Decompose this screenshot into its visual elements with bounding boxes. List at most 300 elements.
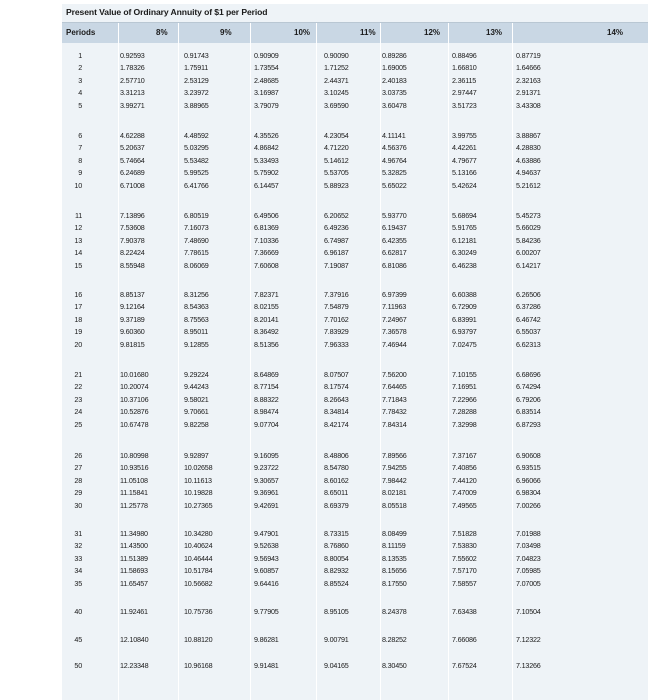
value-cell: 7.54879	[324, 302, 349, 312]
value-cell: 7.57170	[452, 566, 477, 576]
value-cell: 9.70661	[184, 407, 209, 417]
header-rate: 14%	[607, 28, 624, 37]
value-cell: 8.22424	[120, 248, 145, 258]
value-cell: 6.55037	[516, 327, 541, 337]
value-cell: 1.64666	[516, 63, 541, 73]
value-cell: 4.96764	[382, 155, 407, 165]
period-cell: 3	[78, 75, 82, 85]
period-cell: 5	[78, 100, 82, 110]
value-cell: 8.95105	[324, 607, 349, 616]
value-cell: 6.14217	[516, 260, 541, 270]
value-cell: 9.29224	[184, 370, 209, 379]
period-cell: 23	[74, 394, 82, 404]
value-cell: 0.89286	[382, 51, 407, 60]
value-cell: 8.15656	[382, 566, 407, 576]
value-cell: 5.99525	[184, 168, 209, 178]
period-cell: 9	[78, 168, 82, 178]
value-cell: 7.10155	[452, 370, 477, 379]
value-cell: 7.16951	[452, 382, 477, 392]
period-cell: 10	[74, 180, 82, 190]
value-cell: 5.13166	[452, 168, 477, 178]
value-cell: 8.28252	[382, 635, 407, 644]
value-cell: 6.93515	[516, 463, 541, 473]
value-cell: 9.42691	[254, 500, 279, 510]
value-cell: 8.76860	[324, 541, 349, 551]
value-cell: 2.44371	[324, 75, 349, 85]
value-cell: 6.12181	[452, 235, 477, 245]
value-cell: 8.02155	[254, 302, 279, 312]
value-cell: 7.28288	[452, 407, 477, 417]
value-cell: 8.85524	[324, 578, 349, 588]
period-cell: 7	[78, 143, 82, 153]
value-cell: 5.93770	[382, 211, 407, 220]
value-cell: 6.79206	[516, 394, 541, 404]
value-cell: 7.22966	[452, 394, 477, 404]
value-cell: 6.62313	[516, 339, 541, 349]
value-cell: 6.46238	[452, 260, 477, 270]
period-cell: 19	[74, 327, 82, 337]
value-cell: 8.54363	[184, 302, 209, 312]
value-cell: 1.75911	[184, 63, 209, 73]
value-cell: 8.65011	[324, 488, 349, 498]
value-cell: 5.42624	[452, 180, 477, 190]
value-cell: 7.37167	[452, 451, 477, 460]
value-cell: 5.84236	[516, 235, 541, 245]
value-cell: 12.23348	[120, 661, 149, 670]
value-cell: 5.20637	[120, 143, 145, 153]
value-cell: 7.49565	[452, 500, 477, 510]
value-cell: 9.60857	[254, 566, 279, 576]
value-cell: 6.19437	[382, 223, 407, 233]
value-cell: 1.71252	[324, 63, 349, 73]
value-cell: 4.86842	[254, 143, 279, 153]
value-cell: 6.96187	[324, 248, 349, 258]
column-divider	[178, 23, 179, 700]
value-cell: 11.43500	[120, 541, 148, 551]
value-cell: 7.00266	[516, 500, 541, 510]
value-cell: 9.04165	[324, 661, 349, 670]
value-cell: 7.36669	[254, 248, 279, 258]
value-cell: 0.90090	[324, 51, 349, 60]
header-rate: 9%	[220, 28, 232, 37]
value-cell: 4.56376	[382, 143, 407, 153]
period-cell: 4	[78, 88, 82, 98]
header-rate: 10%	[294, 28, 311, 37]
value-cell: 5.14612	[324, 155, 349, 165]
value-cell: 7.46944	[382, 339, 407, 349]
value-cell: 8.95011	[184, 327, 209, 337]
value-cell: 7.67524	[452, 661, 477, 670]
period-cell: 14	[74, 248, 82, 258]
value-cell: 10.37106	[120, 394, 149, 404]
value-cell: 9.64416	[254, 578, 279, 588]
value-cell: 5.74664	[120, 155, 145, 165]
value-cell: 8.85137	[120, 290, 145, 299]
value-cell: 9.92897	[184, 451, 209, 460]
value-cell: 5.32825	[382, 168, 407, 178]
period-cell: 12	[74, 223, 82, 233]
value-cell: 5.91765	[452, 223, 477, 233]
table-title: Present Value of Ordinary Annuity of $1 per Period	[66, 7, 268, 17]
value-cell: 6.97399	[382, 290, 407, 299]
period-cell: 34	[74, 566, 82, 576]
value-cell: 3.99755	[452, 131, 477, 140]
value-cell: 0.87719	[516, 51, 541, 60]
value-cell: 7.89566	[382, 451, 407, 460]
period-cell: 35	[74, 578, 82, 588]
value-cell: 3.23972	[184, 88, 209, 98]
value-cell: 6.93797	[452, 327, 477, 337]
period-cell: 33	[74, 553, 82, 563]
value-cell: 11.34980	[120, 529, 148, 538]
value-cell: 7.53830	[452, 541, 477, 551]
value-cell: 7.78615	[184, 248, 209, 258]
value-cell: 5.53482	[184, 155, 209, 165]
value-cell: 9.36961	[254, 488, 279, 498]
value-cell: 3.31213	[120, 88, 145, 98]
value-cell: 7.48690	[184, 235, 209, 245]
value-cell: 0.92593	[120, 51, 145, 60]
column-divider	[380, 23, 381, 700]
value-cell: 8.05518	[382, 500, 407, 510]
value-cell: 9.00791	[324, 635, 349, 644]
value-cell: 10.96168	[184, 661, 213, 670]
value-cell: 3.03735	[382, 88, 407, 98]
value-cell: 7.07005	[516, 578, 541, 588]
value-cell: 7.98442	[382, 475, 407, 485]
value-cell: 4.48592	[184, 131, 209, 140]
value-cell: 7.32998	[452, 419, 477, 429]
column-divider	[316, 23, 317, 700]
period-cell: 27	[74, 463, 82, 473]
value-cell: 7.02475	[452, 339, 477, 349]
value-cell: 8.55948	[120, 260, 145, 270]
value-cell: 4.62288	[120, 131, 145, 140]
value-cell: 9.44243	[184, 382, 209, 392]
value-cell: 7.55602	[452, 553, 477, 563]
value-cell: 6.96066	[516, 475, 541, 485]
value-cell: 5.33493	[254, 155, 279, 165]
value-cell: 5.03295	[184, 143, 209, 153]
value-cell: 2.57710	[120, 75, 145, 85]
value-cell: 11.05108	[120, 475, 148, 485]
value-cell: 7.10504	[516, 607, 541, 616]
value-cell: 7.16073	[184, 223, 209, 233]
value-cell: 7.56200	[382, 370, 407, 379]
period-cell: 2	[78, 63, 82, 73]
value-cell: 11.92461	[120, 607, 148, 616]
value-cell: 5.75902	[254, 168, 279, 178]
value-cell: 7.70162	[324, 314, 349, 324]
value-cell: 10.88120	[184, 635, 213, 644]
value-cell: 9.12164	[120, 302, 145, 312]
value-cell: 7.94255	[382, 463, 407, 473]
value-cell: 6.41766	[184, 180, 209, 190]
value-cell: 4.23054	[324, 131, 349, 140]
value-cell: 1.69005	[382, 63, 407, 73]
value-cell: 6.83991	[452, 314, 477, 324]
value-cell: 6.00207	[516, 248, 541, 258]
value-cell: 10.56682	[184, 578, 213, 588]
value-cell: 9.56943	[254, 553, 279, 563]
value-cell: 9.58021	[184, 394, 209, 404]
value-cell: 9.82258	[184, 419, 209, 429]
value-cell: 4.71220	[324, 143, 349, 153]
value-cell: 6.68696	[516, 370, 541, 379]
value-cell: 6.81086	[382, 260, 407, 270]
value-cell: 3.43308	[516, 100, 541, 110]
value-cell: 6.30249	[452, 248, 477, 258]
value-cell: 5.65022	[382, 180, 407, 190]
period-cell: 24	[74, 407, 82, 417]
value-cell: 7.64465	[382, 382, 407, 392]
column-divider	[250, 23, 251, 700]
value-cell: 11.15841	[120, 488, 148, 498]
value-cell: 10.67478	[120, 419, 149, 429]
period-cell: 21	[74, 370, 82, 379]
value-cell: 8.26643	[324, 394, 349, 404]
value-cell: 8.24378	[382, 607, 407, 616]
value-cell: 9.47901	[254, 529, 279, 538]
value-cell: 4.79677	[452, 155, 477, 165]
value-cell: 7.96333	[324, 339, 349, 349]
value-cell: 3.16987	[254, 88, 279, 98]
value-cell: 7.53608	[120, 223, 145, 233]
header-band	[62, 23, 648, 43]
value-cell: 7.58557	[452, 578, 477, 588]
period-cell: 1	[78, 51, 82, 60]
value-cell: 7.13266	[516, 661, 541, 670]
value-cell: 7.51828	[452, 529, 477, 538]
value-cell: 8.42174	[324, 419, 349, 429]
value-cell: 6.46742	[516, 314, 541, 324]
value-cell: 9.81815	[120, 339, 145, 349]
value-cell: 11.25778	[120, 500, 148, 510]
value-cell: 5.45273	[516, 211, 541, 220]
value-cell: 7.37916	[324, 290, 349, 299]
period-cell: 17	[74, 302, 82, 312]
header-rate: 12%	[424, 28, 441, 37]
period-cell: 25	[74, 419, 82, 429]
value-cell: 8.20141	[254, 314, 279, 324]
column-divider	[118, 23, 119, 700]
value-cell: 5.53705	[324, 168, 349, 178]
period-cell: 8	[78, 155, 82, 165]
value-cell: 8.51356	[254, 339, 279, 349]
value-cell: 2.36115	[452, 75, 477, 85]
value-cell: 9.23722	[254, 463, 279, 473]
value-cell: 6.74987	[324, 235, 349, 245]
value-cell: 3.88867	[516, 131, 541, 140]
header-rate: 13%	[486, 28, 503, 37]
value-cell: 6.80519	[184, 211, 209, 220]
value-cell: 2.97447	[452, 88, 477, 98]
value-cell: 9.07704	[254, 419, 279, 429]
value-cell: 11.51389	[120, 553, 148, 563]
value-cell: 11.65457	[120, 578, 148, 588]
value-cell: 9.37189	[120, 314, 145, 324]
value-cell: 3.51723	[452, 100, 477, 110]
value-cell: 8.60162	[324, 475, 349, 485]
value-cell: 7.04823	[516, 553, 541, 563]
value-cell: 6.49236	[324, 223, 349, 233]
value-cell: 9.30657	[254, 475, 279, 485]
value-cell: 6.90608	[516, 451, 541, 460]
value-cell: 4.42261	[452, 143, 477, 153]
value-cell: 10.02658	[184, 463, 213, 473]
value-cell: 10.11613	[184, 475, 212, 485]
value-cell: 9.60360	[120, 327, 145, 337]
value-cell: 8.08499	[382, 529, 407, 538]
value-cell: 8.82932	[324, 566, 349, 576]
period-cell: 15	[74, 260, 82, 270]
value-cell: 12.10840	[120, 635, 149, 644]
value-cell: 11.58693	[120, 566, 148, 576]
value-cell: 0.90909	[254, 51, 279, 60]
value-cell: 6.60388	[452, 290, 477, 299]
column-divider	[512, 23, 513, 700]
value-cell: 7.63438	[452, 607, 477, 616]
header-periods: Periods	[66, 28, 96, 37]
value-cell: 7.44120	[452, 475, 477, 485]
value-cell: 3.69590	[324, 100, 349, 110]
value-cell: 6.37286	[516, 302, 541, 312]
value-cell: 8.17574	[324, 382, 349, 392]
value-cell: 10.93516	[120, 463, 149, 473]
value-cell: 5.21612	[516, 180, 541, 190]
value-cell: 10.80998	[120, 451, 149, 460]
value-cell: 4.63886	[516, 155, 541, 165]
value-cell: 6.74294	[516, 382, 541, 392]
period-cell: 20	[74, 339, 82, 349]
period-cell: 40	[74, 607, 82, 616]
value-cell: 5.66029	[516, 223, 541, 233]
value-cell: 8.36492	[254, 327, 279, 337]
value-cell: 8.11159	[382, 541, 406, 551]
value-cell: 5.68694	[452, 211, 477, 220]
value-cell: 10.40624	[184, 541, 213, 551]
value-cell: 6.98304	[516, 488, 541, 498]
value-cell: 8.80054	[324, 553, 349, 563]
value-cell: 8.64869	[254, 370, 279, 379]
value-cell: 7.40856	[452, 463, 477, 473]
value-cell: 8.69379	[324, 500, 349, 510]
period-cell: 16	[74, 290, 82, 299]
value-cell: 4.28830	[516, 143, 541, 153]
value-cell: 3.10245	[324, 88, 349, 98]
value-cell: 8.77154	[254, 382, 279, 392]
period-cell: 29	[74, 488, 82, 498]
value-cell: 2.48685	[254, 75, 279, 85]
value-cell: 6.49506	[254, 211, 279, 220]
value-cell: 7.60608	[254, 260, 279, 270]
value-cell: 9.86281	[254, 635, 279, 644]
period-cell: 50	[74, 661, 82, 670]
value-cell: 8.30450	[382, 661, 407, 670]
value-cell: 1.78326	[120, 63, 145, 73]
column-divider	[448, 23, 449, 700]
value-cell: 0.91743	[184, 51, 209, 60]
value-cell: 7.84314	[382, 419, 407, 429]
header-rate: 11%	[360, 28, 376, 37]
period-cell: 11	[74, 211, 82, 220]
value-cell: 8.88322	[254, 394, 279, 404]
value-cell: 3.79079	[254, 100, 279, 110]
period-cell: 6	[78, 131, 82, 140]
period-cell: 18	[74, 314, 82, 324]
value-cell: 6.24689	[120, 168, 145, 178]
value-cell: 8.13535	[382, 553, 407, 563]
value-cell: 8.02181	[382, 488, 407, 498]
value-cell: 10.46444	[184, 553, 213, 563]
value-cell: 2.40183	[382, 75, 407, 85]
value-cell: 10.75736	[184, 607, 213, 616]
value-cell: 4.35526	[254, 131, 279, 140]
value-cell: 2.91371	[516, 88, 541, 98]
value-cell: 8.07507	[324, 370, 349, 379]
value-cell: 7.24967	[382, 314, 407, 324]
header-rate: 8%	[156, 28, 168, 37]
value-cell: 6.81369	[254, 223, 279, 233]
annuity-table	[62, 4, 648, 700]
value-cell: 9.91481	[254, 661, 279, 670]
value-cell: 3.60478	[382, 100, 407, 110]
value-cell: 8.06069	[184, 260, 209, 270]
value-cell: 7.82371	[254, 290, 279, 299]
value-cell: 10.19828	[184, 488, 213, 498]
value-cell: 8.31256	[184, 290, 209, 299]
period-cell: 13	[74, 235, 82, 245]
value-cell: 6.72909	[452, 302, 477, 312]
value-cell: 4.11141	[382, 131, 406, 140]
value-cell: 9.16095	[254, 451, 279, 460]
value-cell: 7.47009	[452, 488, 477, 498]
value-cell: 10.52876	[120, 407, 149, 417]
period-cell: 22	[74, 382, 82, 392]
value-cell: 8.48806	[324, 451, 349, 460]
value-cell: 7.90378	[120, 235, 145, 245]
period-cell: 30	[74, 500, 82, 510]
value-cell: 7.11963	[382, 302, 407, 312]
value-cell: 7.05985	[516, 566, 541, 576]
value-cell: 8.73315	[324, 529, 349, 538]
value-cell: 3.88965	[184, 100, 209, 110]
value-cell: 7.10336	[254, 235, 279, 245]
value-cell: 10.20074	[120, 382, 149, 392]
period-cell: 28	[74, 475, 82, 485]
value-cell: 10.27365	[184, 500, 213, 510]
value-cell: 8.17550	[382, 578, 407, 588]
value-cell: 7.36578	[382, 327, 407, 337]
value-cell: 8.75563	[184, 314, 209, 324]
value-cell: 1.73554	[254, 63, 279, 73]
value-cell: 9.12855	[184, 339, 209, 349]
value-cell: 6.71008	[120, 180, 145, 190]
value-cell: 8.34814	[324, 407, 349, 417]
value-cell: 1.66810	[452, 63, 477, 73]
value-cell: 3.99271	[120, 100, 145, 110]
value-cell: 2.53129	[184, 75, 209, 85]
value-cell: 8.54780	[324, 463, 349, 473]
value-cell: 6.42355	[382, 235, 407, 245]
value-cell: 6.87293	[516, 419, 541, 429]
value-cell: 7.03498	[516, 541, 541, 551]
value-cell: 9.77905	[254, 607, 279, 616]
value-cell: 0.88496	[452, 51, 477, 60]
value-cell: 2.32163	[516, 75, 541, 85]
value-cell: 9.52638	[254, 541, 279, 551]
period-cell: 32	[74, 541, 82, 551]
